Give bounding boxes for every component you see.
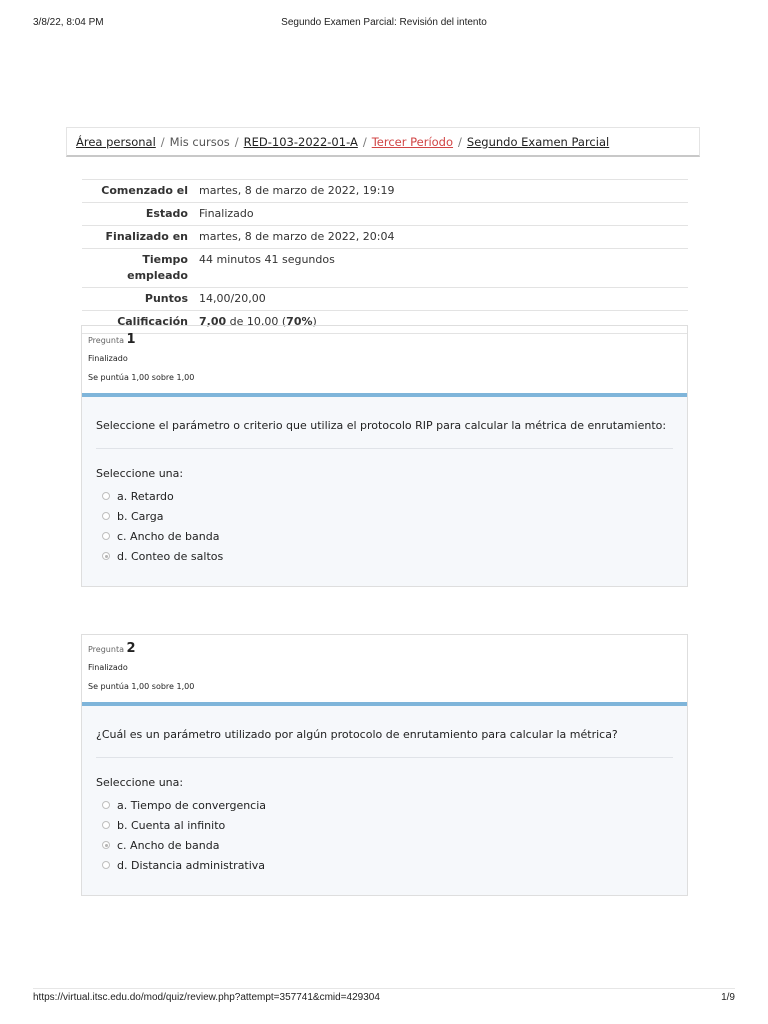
answer-label: c. Ancho de banda bbox=[117, 838, 220, 852]
question-number-value: 1 bbox=[126, 332, 136, 347]
time-value: 44 minutos 41 segundos bbox=[199, 249, 688, 288]
question-card bbox=[81, 634, 688, 896]
started-value: martes, 8 de marzo de 2022, 19:19 bbox=[199, 180, 688, 203]
print-title: Segundo Examen Parcial: Revisión del intento bbox=[281, 17, 487, 28]
answer-option[interactable] bbox=[82, 815, 687, 835]
print-header bbox=[33, 17, 735, 33]
breadcrumb bbox=[66, 127, 700, 157]
summary-row-started bbox=[82, 180, 688, 203]
answer-label: a. Tiempo de convergencia bbox=[117, 798, 267, 812]
grade-percent: 70% bbox=[286, 315, 313, 328]
points-value: 14,00/20,00 bbox=[199, 288, 688, 311]
summary-row-finished bbox=[82, 226, 688, 249]
question-number-value: 2 bbox=[126, 641, 136, 656]
answer-option[interactable] bbox=[82, 835, 687, 855]
breadcrumb-course[interactable]: RED-103-2022-01-A bbox=[243, 134, 358, 149]
print-date: 3/8/22, 8:04 PM bbox=[33, 17, 104, 28]
radio-button[interactable] bbox=[102, 512, 110, 520]
question-grade: Se puntúa 1,00 sobre 1,00 bbox=[88, 373, 195, 382]
question-info bbox=[82, 635, 687, 702]
state-label: Estado bbox=[82, 203, 199, 226]
radio-button[interactable] bbox=[102, 492, 110, 500]
answer-label: d. Distancia administrativa bbox=[117, 858, 266, 872]
breadcrumb-separator: / bbox=[458, 134, 462, 149]
question-grade: Se puntúa 1,00 sobre 1,00 bbox=[88, 682, 195, 691]
question-number bbox=[88, 642, 687, 657]
answer-option[interactable] bbox=[82, 506, 687, 526]
points-label: Puntos bbox=[82, 288, 199, 311]
answer-option[interactable] bbox=[82, 855, 687, 875]
time-label: Tiempo empleado bbox=[82, 249, 199, 288]
question-content bbox=[82, 706, 687, 895]
question-info bbox=[82, 326, 687, 393]
started-label: Comenzado el bbox=[82, 180, 199, 203]
answer-label: d. Conteo de saltos bbox=[117, 549, 224, 563]
answer-option[interactable] bbox=[82, 546, 687, 566]
question-number bbox=[88, 333, 687, 348]
question-number-label: Pregunta bbox=[88, 336, 124, 345]
finished-value: martes, 8 de marzo de 2022, 20:04 bbox=[199, 226, 688, 249]
answer-option[interactable] bbox=[82, 486, 687, 506]
answer-option[interactable] bbox=[82, 795, 687, 815]
breadcrumb-separator: / bbox=[234, 134, 239, 149]
question-text: Seleccione el parámetro o criterio que utiliza el protocolo RIP para calcular la métrica de enrutamiento: bbox=[96, 419, 667, 432]
summary-row-points bbox=[82, 288, 688, 311]
question-content bbox=[82, 397, 687, 586]
summary-row-state bbox=[82, 203, 688, 226]
radio-button-selected[interactable] bbox=[102, 552, 110, 560]
breadcrumb-separator: / bbox=[362, 134, 367, 149]
radio-button[interactable] bbox=[102, 821, 110, 829]
answer-prompt: Seleccione una: bbox=[96, 776, 184, 789]
grade-label: Calificación bbox=[82, 311, 199, 334]
answer-label: c. Ancho de banda bbox=[117, 529, 220, 543]
grade-score: 7,00 bbox=[199, 315, 227, 328]
breadcrumb-area-personal[interactable]: Área personal bbox=[76, 134, 156, 149]
radio-button[interactable] bbox=[102, 532, 110, 540]
radio-button[interactable] bbox=[102, 801, 110, 809]
answer-label: b. Carga bbox=[117, 509, 164, 523]
page-number: 1/9 bbox=[721, 992, 735, 1003]
question-state: Finalizado bbox=[88, 663, 128, 672]
breadcrumb-mis-cursos: Mis cursos bbox=[169, 134, 230, 149]
radio-button[interactable] bbox=[102, 861, 110, 869]
breadcrumb-period[interactable]: Tercer Período bbox=[371, 134, 454, 149]
answer-label: b. Cuenta al infinito bbox=[117, 818, 226, 832]
question-card bbox=[81, 325, 688, 587]
breadcrumb-separator: / bbox=[160, 134, 165, 149]
question-state: Finalizado bbox=[88, 354, 128, 363]
answer-prompt: Seleccione una: bbox=[96, 467, 184, 480]
answer-label: a. Retardo bbox=[117, 489, 174, 503]
attempt-summary-table bbox=[82, 179, 688, 334]
question-text: ¿Cuál es un parámetro utilizado por algún protocolo de enrutamiento para calcular la métrica? bbox=[96, 728, 618, 741]
grade-close: ) bbox=[312, 315, 317, 328]
summary-row-time bbox=[82, 249, 688, 288]
finished-label: Finalizado en bbox=[82, 226, 199, 249]
grade-of: de 10,00 ( bbox=[229, 315, 287, 328]
radio-button-selected[interactable] bbox=[102, 841, 110, 849]
print-url: https://virtual.itsc.edu.do/mod/quiz/review.php?attempt=357741&cmid=429304 bbox=[33, 992, 380, 1003]
print-footer bbox=[33, 992, 735, 1006]
answer-option[interactable] bbox=[82, 526, 687, 546]
footer-divider bbox=[33, 988, 735, 989]
state-value: Finalizado bbox=[199, 203, 688, 226]
question-number-label: Pregunta bbox=[88, 645, 124, 654]
breadcrumb-quiz[interactable]: Segundo Examen Parcial bbox=[466, 134, 610, 149]
